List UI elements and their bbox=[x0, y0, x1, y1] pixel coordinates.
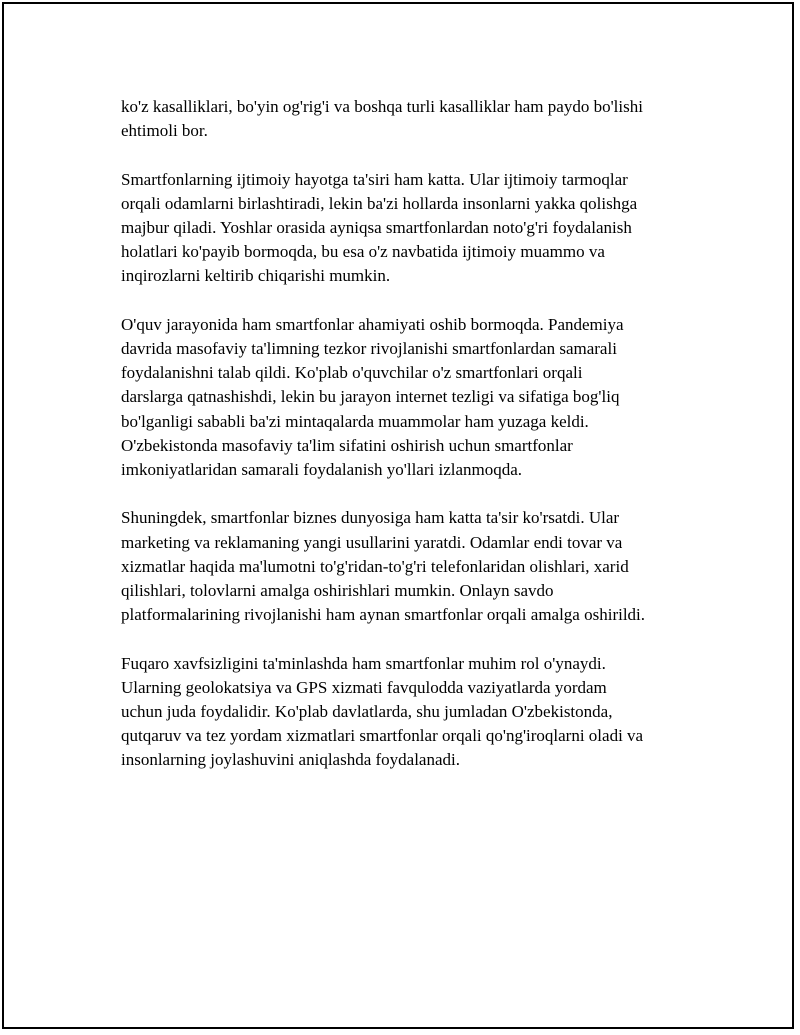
paragraph-5 bbox=[121, 652, 711, 773]
text-line: qilishlari, tolovlarni amalga oshirishlari mumkin. Onlayn savdo bbox=[121, 581, 554, 601]
paragraph-1 bbox=[121, 95, 711, 143]
text-line: foydalanishni talab qildi. Ko'plab o'quvchilar o'z smartfonlari orqali bbox=[121, 363, 583, 383]
text-line: majbur qiladi. Yoshlar orasida ayniqsa smartfonlardan noto'g'ri foydalanish bbox=[121, 218, 632, 237]
text-line: qutqaruv va tez yordam xizmatlari smartfonlar orqali qo'ng'iroqlarni oladi va bbox=[121, 726, 644, 746]
text-line: xizmatlar haqida ma'lumotni to'g'ridan-to'g'ri telefonlaridan olishlari, xarid bbox=[121, 556, 629, 576]
text-line: ehtimoli bor. bbox=[121, 121, 208, 141]
text-line: holatlari ko'payib bormoqda, bu esa o'z navbatida ijtimoiy muammo va bbox=[121, 242, 605, 262]
text-line: orqali odamlarni birlashtiradi, lekin ba'zi hollarda insonlarni yakka qolishga bbox=[121, 193, 638, 213]
text-line: Fuqaro xavfsizligini ta'minlashda ham smartfonlar muhim rol o'ynaydi. bbox=[121, 653, 606, 673]
text-line: davrida masofaviy ta'limning tezkor rivojlanishi smartfonlardan samarali bbox=[121, 339, 617, 358]
paragraph-4 bbox=[121, 506, 711, 627]
text-line: bo'lganligi sababli ba'zi mintaqalarda muammolar ham yuzaga keldi. bbox=[121, 411, 589, 431]
text-line: Smartfonlarning ijtimoiy hayotga ta'siri ham katta. Ular ijtimoiy tarmoqlar bbox=[121, 169, 628, 189]
text-line: inqirozlarni keltirib chiqarishi mumkin. bbox=[121, 266, 391, 286]
text-line: O'zbekistonda masofaviy ta'lim sifatini oshirish uchun smartfonlar bbox=[121, 435, 573, 455]
paragraph-2 bbox=[121, 168, 711, 289]
page-frame bbox=[2, 2, 794, 1029]
text-line: insonlarning joylashuvini aniqlashda foydalanadi. bbox=[121, 750, 460, 770]
text-line: platformalarining rivojlanishi ham aynan smartfonlar orqali amalga oshirildi. bbox=[121, 605, 646, 625]
text-line: uchun juda foydalidir. Ko'plab davlatlarda, shu jumladan O'zbekistonda, bbox=[121, 702, 613, 722]
text-line: ko'z kasalliklari, bo'yin og'rig'i va boshqa turli kasalliklar ham paydo bo'lishi bbox=[121, 97, 643, 116]
text-line: Shuningdek, smartfonlar biznes dunyosiga ham katta ta'sir ko'rsatdi. Ular bbox=[121, 508, 620, 528]
text-line: O'quv jarayonida ham smartfonlar ahamiyati oshib bormoqda. Pandemiya bbox=[121, 314, 624, 334]
document-body bbox=[121, 95, 711, 797]
text-line: darslarga qatnashishdi, lekin bu jarayon internet tezligi va sifatiga bog'liq bbox=[121, 387, 620, 407]
text-line: Ularning geolokatsiya va GPS xizmati favqulodda vaziyatlarda yordam bbox=[121, 677, 607, 697]
paragraph-3 bbox=[121, 313, 711, 482]
text-line: marketing va reklamaning yangi usullarini yaratdi. Odamlar endi tovar va bbox=[121, 532, 623, 552]
text-line: imkoniyatlaridan samarali foydalanish yo'llari izlanmoqda. bbox=[121, 460, 523, 480]
